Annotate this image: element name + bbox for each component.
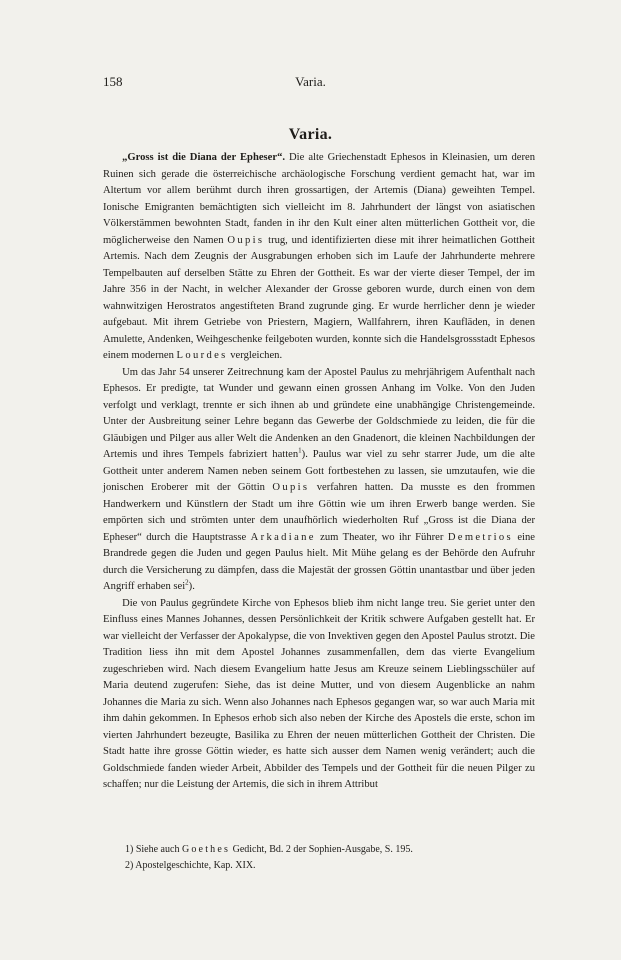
footnote-mark: 2) — [125, 860, 134, 871]
text-run: ). — [188, 581, 195, 592]
footnote-2 — [103, 858, 535, 874]
text-run: trug, und identifizierten diese mit ihrer heimatlichen Gottheit Artemis. Nach dem Zeugnis der Ausgrabungen erhoben sich im Laufe der Jahrhunderte mehrere Tempelbauten auf derselben Stätte zu Ehren der Gottheit. Es war der vierte dieser Tempel, der im Jahre 356 in der Nacht, in welcher Alexander der Grosse geboren wurde, durch einen von dem wahnwitzigen Herostratos angestifteten Brand zugrunde ging. Er wurde herrlicher denn je wieder aufgebaut. Mit ihrem Getriebe von Priestern, Magiern, Wallfahrern, ihren Kaufläden, in denen Amulette, Andenken, Weihgeschenke feilgeboten wurden, konnte sich die Handelsgrossstadt Ephesos einem modernen — [103, 234, 536, 361]
text-run: Die von Paulus gegründete Kirche von Ephesos blieb ihm nicht lange treu. Sie geriet unter den Einfluss eines Mannes Johannes, dessen Persönlichkeit der Kritik schwere Aufgaben gestellt hat. Er war vielleicht der Verfasser der Apokalypse, die von Invektiven gegen den Apostel Paulus strotzt. Die Tradition liess ihn mit dem Apostel Johannes zusammenfallen, dem das vierte Evangelium zugeschrieben wird. Nach diesem Evangelium hatte Jesus am Kreuze seinem Lieblingsschüler auf Maria deutend zugerufen: Siehe, das ist deine Mutter, und von diesem Augenblicke an nahm Johannes die Maria zu sich. Wenn also Johannes nach Ephesos gegangen war, so war auch Maria mit ihm dahin gekommen. In Ephesos erhob sich also neben der Kirche des Apostels die erste, schon im vierten Jahrhundert bezeugte, Basilika zu Ehren der neuen mütterlichen Gottheit der Christen. Die Stadt hatte ihre grosse Göttin wieder, es hatte sich ausser dem Namen wenig verändert; auch die Goldschmiede fanden wieder Arbeit, Abbilder des Tempels und der Gottheit für die neuen Pilger zu schaffen; nur die Leistung der Artemis, die sich in ihrem Attribut — [103, 597, 535, 790]
lead-phrase: „Gross ist die Diana der Epheser“. — [122, 152, 286, 163]
spaced-word: Lourdes — [176, 350, 228, 361]
footnote-text: Gedicht, Bd. 2 der Sophien-Ausgabe, S. 195. — [230, 844, 413, 855]
text-run: eine Brandrede gegen die Juden und gegen Paulus hielt. Mit Mühe gelang es der Behörde den Aufruhr durch die Versicherung zu dämpfen, dass die Majestät der grossen Göttin unantastbar und über jeden Angriff erhaben sei — [103, 531, 535, 592]
paragraph-3 — [103, 596, 535, 794]
footnote-mark: 1) — [125, 844, 134, 855]
running-head — [0, 74, 621, 90]
running-title: Varia. — [295, 74, 326, 89]
spaced-word: Arkadiane — [250, 531, 316, 543]
section-title: Varia. — [288, 126, 333, 143]
footnote-text: Apostelgeschichte, Kap. XIX. — [133, 860, 256, 871]
text-run: verfahren hatten. Da musste es den frommen Handwerkern und Künstlern der Stadt um ihre Göttin wie um ihren Erwerb bange werden. Sie empörten sich und strömten unter dem unaufhörlich wiederholten Ruf „Gross ist die Diana der Epheser“ durch die Hauptstrasse — [103, 482, 535, 543]
text-run: Die alte Griechenstadt Ephesos in Kleinasien, um deren Ruinen sich gerade die österreichische archäologische Forschung verdient gemacht hat, war im Altertum vor allem berühmt durch ihren grossartigen, der Artemis (Diana) geweihten Tempel. Ionische Emigranten bemächtigten sich vielleicht im 8. Jahrhundert der längst von asiatischen Völkerstämmen bewohnten Stadt, fanden in ihr den Kult einer alten mütterlichen Gottheit vor, die möglicherweise den Namen — [103, 152, 535, 246]
footnote-ref-1: 1 — [298, 446, 302, 455]
footnote-ref-2: 2 — [185, 578, 189, 587]
footnote-1 — [103, 842, 535, 858]
page-number: 158 — [103, 74, 123, 89]
paragraph-2 — [103, 365, 535, 596]
spaced-word: Goethes — [181, 844, 231, 855]
paragraph-1 — [103, 150, 535, 365]
text-run: vergleichen. — [227, 350, 283, 361]
body-text — [103, 150, 535, 794]
footnote-text: Siehe auch — [133, 844, 182, 855]
footnotes — [103, 842, 535, 874]
text-run: ). Paulus war viel zu sehr starrer Jude, um die alte Gottheit unter anderem Namen neben seinem Gott fortbestehen zu lassen, sie umzutaufen, wie die jonischen Eroberer mit der Göttin — [103, 449, 536, 493]
text-run: zum Theater, wo ihr Führer — [315, 531, 448, 543]
spaced-word: Demetrios — [447, 531, 513, 543]
spaced-word: Oupis — [272, 482, 310, 493]
spaced-word: Oupis — [227, 234, 265, 246]
text-run: Um das Jahr 54 unserer Zeitrechnung kam der Apostel Paulus zu mehrjährigem Aufenthalt nach Ephesos. Er predigte, tat Wunder und gewann einen grossen Anhang im Volke. Von den Juden verfolgt und verklagt, trennte er sich ihnen ab und gründete eine unabhängige Christengemeinde. Unter der Ausbreitung seiner Lehre begann das Gewerbe der Goldschmiede zu leiden, die für die Gläubigen und Pilger aus aller Welt die Andenken an den Gnadenort, die kleinen Nachbildungen der Artemis und ihres Tempels fabriziert hatten — [103, 366, 535, 460]
